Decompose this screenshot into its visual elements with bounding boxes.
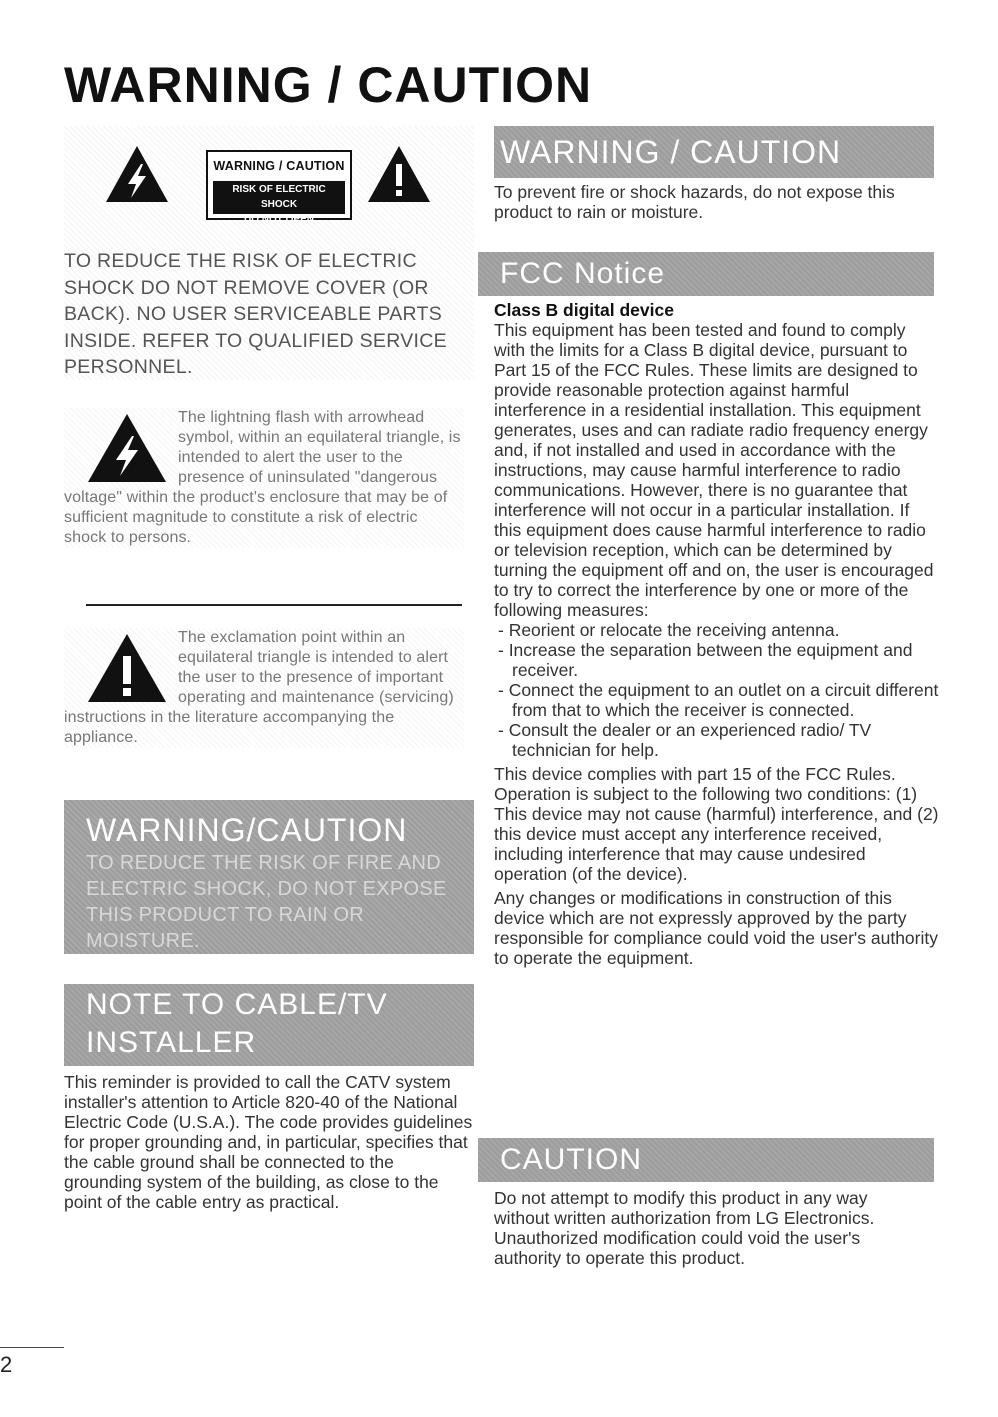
warning-section-heading: WARNING / CAUTION — [494, 126, 934, 178]
cable-installer-text: This reminder is provided to call the CATV system installer's attention to Article 820-40 of the National Electric Code (U.S.A.). The code provides guidelines for proper grounding and, in particular, specifies that the cable ground shall be connected to the grounding system of the building, as close to the point of the cable entry as practical. — [64, 1072, 473, 1212]
warning-panel — [64, 800, 474, 954]
reduce-risk-text: TO REDUCE THE RISK OF ELECTRIC SHOCK DO NOT REMOVE COVER (OR BACK). NO USER SERVICEABLE PARTS INSIDE. REFER TO QUALIFIED SERVICE PERSONNEL. — [64, 250, 447, 378]
caution-label-box — [64, 126, 474, 380]
caution-label-line1: RISK OF ELECTRIC SHOCK — [232, 184, 326, 210]
caution-label-title: WARNING / CAUTION — [213, 159, 345, 173]
exclamation-triangle-icon — [86, 632, 168, 704]
section-divider — [86, 604, 462, 606]
lightning-triangle-icon — [86, 412, 168, 484]
caution-section-heading: CAUTION — [478, 1138, 934, 1182]
exclamation-explanation-text: The exclamation point within an equilateral triangle is intended to alert the user to the presence of important operating and maintenance (servicing) instructions in the literature accompanying the appliance. — [64, 629, 454, 746]
lightning-warning-icon — [104, 144, 170, 204]
caution-label-shock — [213, 181, 345, 225]
exclamation-explanation-block — [64, 628, 464, 748]
cable-installer-heading-line1: NOTE TO CABLE/TV — [86, 988, 388, 1021]
footer-rule — [0, 1347, 64, 1348]
fcc-intro-text: This equipment has been tested and found to comply with the limits for a Class B digital device, pursuant to Part 15 of the FCC Rules. These limits are designed to provide reasonable protection against harmful interference in a residential installation. This equipment generates, uses and can radiate radio frequency energy and, if not installed and used in accordance with the instructions, may cause harmful interference to radio communications. However, there is no guarantee that interference will not occur in a particular installation. If this equipment does cause harmful interference to radio or television reception, which can be determined by turning the equipment off and on, the user is encouraged to try to correct the interference by one or more of the following measures: — [494, 320, 934, 620]
caution-section-text: Do not attempt to modify this product in any way without written authorization from LG Electronics. Unauthorized modification could void the user's authority to operate this product. — [494, 1188, 875, 1268]
exclamation-warning-icon — [366, 144, 432, 204]
page-title: WARNING / CAUTION — [64, 57, 593, 113]
fcc-bullet-3: - Connect the equipment to an outlet on a circuit different from that to which the receiver is connected. — [498, 680, 939, 720]
fcc-notice-body — [494, 300, 939, 968]
fcc-changes-text: Any changes or modifications in construction of this device which are not expressly approved by the party responsible for compliance could void the user's authority to operate the equipment. — [494, 888, 938, 968]
lightning-explanation-block — [64, 408, 464, 548]
caution-label-line2: DO NOT OPEN — [243, 214, 314, 225]
fcc-bullet-4: - Consult the dealer or an experienced radio/ TV technician for help. — [498, 720, 872, 760]
cable-installer-heading-line2: INSTALLER — [86, 1026, 257, 1059]
fcc-bullet-1: - Reorient or relocate the receiving antenna. — [498, 620, 840, 640]
warning-section-text: To prevent fire or shock hazards, do not expose this product to rain or moisture. — [494, 182, 895, 222]
warning-panel-title: WARNING/CAUTION — [86, 812, 408, 848]
fcc-subheading: Class B digital device — [494, 300, 674, 320]
fcc-bullet-2: - Increase the separation between the equipment and receiver. — [498, 640, 913, 680]
fcc-compliance-text: This device complies with part 15 of the FCC Rules. Operation is subject to the following two conditions: (1) This device may not cause (harmful) interference, and (2) this device must accept any interference received, including interference that may cause undesired operation (of the device). — [494, 764, 939, 884]
warning-panel-text: TO REDUCE THE RISK OF FIRE AND ELECTRIC SHOCK, DO NOT EXPOSE THIS PRODUCT TO RAIN OR MOISTURE. — [86, 852, 447, 952]
caution-label-card — [206, 150, 352, 225]
fcc-notice-heading: FCC Notice — [478, 252, 934, 296]
cable-installer-heading — [64, 984, 474, 1066]
lightning-explanation-text: The lightning flash with arrowhead symbol, within an equilateral triangle, is intended to alert the user to the presence of uninsulated "dangerous voltage" within the product's enclosure that may be of sufficient magnitude to constitute a risk of electric shock to persons. — [64, 409, 461, 546]
page-number: 2 — [0, 1352, 13, 1377]
